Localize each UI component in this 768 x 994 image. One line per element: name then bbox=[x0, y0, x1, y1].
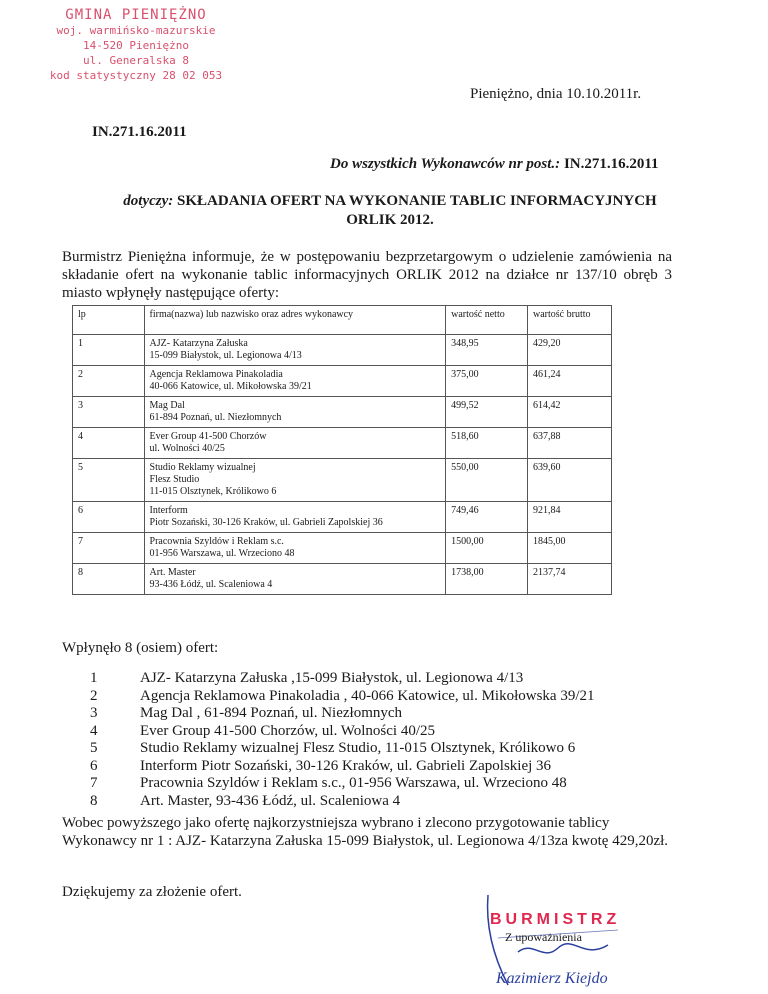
list-item-number: 3 bbox=[90, 705, 98, 721]
list-item-text: Ever Group 41-500 Chorzów, ul. Wolności 40/25 bbox=[140, 722, 436, 739]
list-item-text: Interform Piotr Sozański, 30-126 Kraków, ul. Gabrieli Zapolskiej 36 bbox=[140, 757, 552, 774]
list-item bbox=[90, 740, 595, 758]
subject-text: SKŁADANIA OFERT NA WYKONANIE TABLIC INFORMACYJNYCH ORLIK 2012. bbox=[177, 193, 657, 228]
cell-lp: 1 bbox=[73, 335, 145, 366]
cell-firm bbox=[144, 502, 446, 533]
list-item-text: Studio Reklamy wizualnej Flesz Studio, 11-015 Olsztynek, Królikowo 6 bbox=[140, 740, 576, 756]
cell-net: 499,52 bbox=[446, 397, 528, 428]
list-item bbox=[90, 688, 595, 706]
cell-firm bbox=[144, 459, 446, 502]
cell-gross: 637,88 bbox=[528, 428, 612, 459]
list-item bbox=[90, 758, 595, 776]
signature-title: BURMISTRZ bbox=[490, 911, 621, 928]
cell-lp: 2 bbox=[73, 366, 145, 397]
cell-lp: 7 bbox=[73, 533, 145, 564]
received-count: Wpłynęło 8 (osiem) ofert: bbox=[62, 640, 219, 656]
cell-firm bbox=[144, 335, 446, 366]
stamp-line: ul. Generalska 8 bbox=[83, 54, 189, 67]
place-date: Pieniężno, dnia 10.10.2011r. bbox=[470, 86, 642, 102]
firm-line: Ever Group 41-500 Chorzów bbox=[149, 431, 267, 442]
firm-line: 61-894 Poznań, ul. Niezłomnych bbox=[149, 412, 282, 423]
header-lp: lp bbox=[73, 306, 145, 335]
stamp-line: woj. warmińsko-mazurskie bbox=[56, 24, 216, 37]
header-gross: wartość brutto bbox=[528, 306, 612, 335]
cell-firm bbox=[144, 366, 446, 397]
cell-gross: 639,60 bbox=[528, 459, 612, 502]
table-row bbox=[73, 564, 612, 595]
subject-label: dotyczy: bbox=[123, 193, 174, 209]
table-row bbox=[73, 428, 612, 459]
firm-line: 40-066 Katowice, ul. Mikołowska 39/21 bbox=[149, 381, 312, 392]
table-row bbox=[73, 335, 612, 366]
cell-gross: 921,84 bbox=[528, 502, 612, 533]
list-item-text: Pracownia Szyldów i Reklam s.c., 01-956 Warszawa, ul. Wrzeciono 48 bbox=[140, 775, 567, 791]
cell-firm bbox=[144, 397, 446, 428]
cell-net: 375,00 bbox=[446, 366, 528, 397]
table-row bbox=[73, 459, 612, 502]
cell-net: 749,46 bbox=[446, 502, 528, 533]
cell-firm bbox=[144, 564, 446, 595]
firm-line: Piotr Sozański, 30-126 Kraków, ul. Gabrieli Zapolskiej 36 bbox=[149, 517, 383, 528]
cell-gross: 1845,00 bbox=[528, 533, 612, 564]
stamp-line: 14-520 Pieniężno bbox=[83, 39, 189, 52]
list-item-number: 4 bbox=[90, 722, 98, 739]
cell-lp: 3 bbox=[73, 397, 145, 428]
table-header-row bbox=[73, 306, 612, 335]
cell-gross: 614,42 bbox=[528, 397, 612, 428]
addressee bbox=[330, 156, 659, 173]
list-item bbox=[90, 723, 595, 741]
list-item-text: Art. Master, 93-436 Łódź, ul. Scaleniowa 4 bbox=[140, 792, 401, 809]
subject bbox=[100, 192, 680, 230]
decision-paragraph: Wobec powyższego jako ofertę najkorzystniejsza wybrano i zlecono przygotowanie tablicy Wykonawcy nr 1 : AJZ- Katarzyna Załuska 15-099 Białystok, ul. Legionowa 4/13za kwotę 429,20zł. bbox=[62, 815, 669, 849]
cell-net: 1738,00 bbox=[446, 564, 528, 595]
firm-line: Interform bbox=[149, 505, 188, 516]
list-item-number: 8 bbox=[90, 792, 98, 809]
cell-gross: 2137,74 bbox=[528, 564, 612, 595]
cell-lp: 4 bbox=[73, 428, 145, 459]
firm-line: Agencja Reklamowa Pinakoladia bbox=[149, 369, 283, 380]
cell-gross: 461,24 bbox=[528, 366, 612, 397]
cell-lp: 8 bbox=[73, 564, 145, 595]
table-row bbox=[73, 397, 612, 428]
intro-paragraph: Burmistrz Pieniężna informuje, że w postępowaniu bezprzetargowym o udzielenie zamówienia na składanie ofert na wykonanie tablic informacyjnych ORLIK 2012 na działce nr 137/10 obręb 3 miasto wpłynęły następujące oferty: bbox=[62, 249, 672, 301]
cell-lp: 5 bbox=[73, 459, 145, 502]
firm-line: Studio Reklamy wizualnej bbox=[149, 462, 256, 473]
list-item bbox=[90, 705, 595, 723]
header-firm: firma(nazwa) lub nazwisko oraz adres wykonawcy bbox=[144, 306, 446, 335]
firm-line: ul. Wolności 40/25 bbox=[149, 443, 225, 454]
cell-lp: 6 bbox=[73, 502, 145, 533]
list-item bbox=[90, 670, 595, 688]
thanks-line: Dziękujemy za złożenie ofert. bbox=[62, 884, 242, 900]
signature-authority: Z upoważnienia bbox=[505, 930, 582, 944]
list-item-text: Agencja Reklamowa Pinakoladia , 40-066 Katowice, ul. Mikołowska 39/21 bbox=[140, 687, 595, 704]
list-item-number: 2 bbox=[90, 687, 98, 704]
cell-net: 550,00 bbox=[446, 459, 528, 502]
list-item-number: 6 bbox=[90, 757, 98, 774]
cell-net: 1500,00 bbox=[446, 533, 528, 564]
header-net: wartość netto bbox=[446, 306, 528, 335]
firm-line: Mag Dal bbox=[149, 400, 185, 411]
list-item bbox=[90, 793, 595, 811]
stamp-line: kod statystyczny 28 02 053 bbox=[49, 69, 223, 82]
firm-line: 15-099 Białystok, ul. Legionowa 4/13 bbox=[149, 350, 302, 361]
table-row bbox=[73, 366, 612, 397]
firm-line: AJZ- Katarzyna Załuska bbox=[149, 338, 248, 349]
addressee-label: Do wszystkich Wykonawców nr post.: bbox=[330, 156, 561, 172]
firm-line: 11-015 Olsztynek, Królikowo 6 bbox=[149, 486, 277, 497]
cell-net: 348,95 bbox=[446, 335, 528, 366]
offers-table-body bbox=[73, 335, 612, 595]
firm-line: 93-436 Łódź, ul. Scaleniowa 4 bbox=[149, 579, 273, 590]
municipal-stamp bbox=[26, 8, 246, 83]
offers-list bbox=[90, 670, 595, 810]
cell-firm bbox=[144, 533, 446, 564]
list-item-text: Mag Dal , 61-894 Poznań, ul. Niezłomnych bbox=[140, 705, 403, 721]
stamp-title: GMINA PIENIĘŻNO bbox=[65, 7, 207, 23]
list-item-number: 7 bbox=[90, 775, 98, 791]
reference-number: IN.271.16.2011 bbox=[92, 124, 187, 140]
cell-net: 518,60 bbox=[446, 428, 528, 459]
cell-gross: 429,20 bbox=[528, 335, 612, 366]
list-item-number: 5 bbox=[90, 740, 98, 756]
firm-line: Pracownia Szyldów i Reklam s.c. bbox=[149, 536, 284, 547]
addressee-ref: IN.271.16.2011 bbox=[563, 156, 659, 172]
list-item bbox=[90, 775, 595, 793]
cell-firm bbox=[144, 428, 446, 459]
offers-table bbox=[72, 305, 612, 595]
firm-line: Art. Master bbox=[149, 567, 196, 578]
table-row bbox=[73, 533, 612, 564]
list-item-number: 1 bbox=[90, 670, 98, 686]
list-item-text: AJZ- Katarzyna Załuska ,15-099 Białystok, ul. Legionowa 4/13 bbox=[140, 670, 524, 686]
firm-line: 01-956 Warszawa, ul. Wrzeciono 48 bbox=[149, 548, 295, 559]
firm-line: Flesz Studio bbox=[149, 474, 200, 485]
signature-name: Kazimierz Kiejdo bbox=[496, 970, 608, 987]
table-row bbox=[73, 502, 612, 533]
